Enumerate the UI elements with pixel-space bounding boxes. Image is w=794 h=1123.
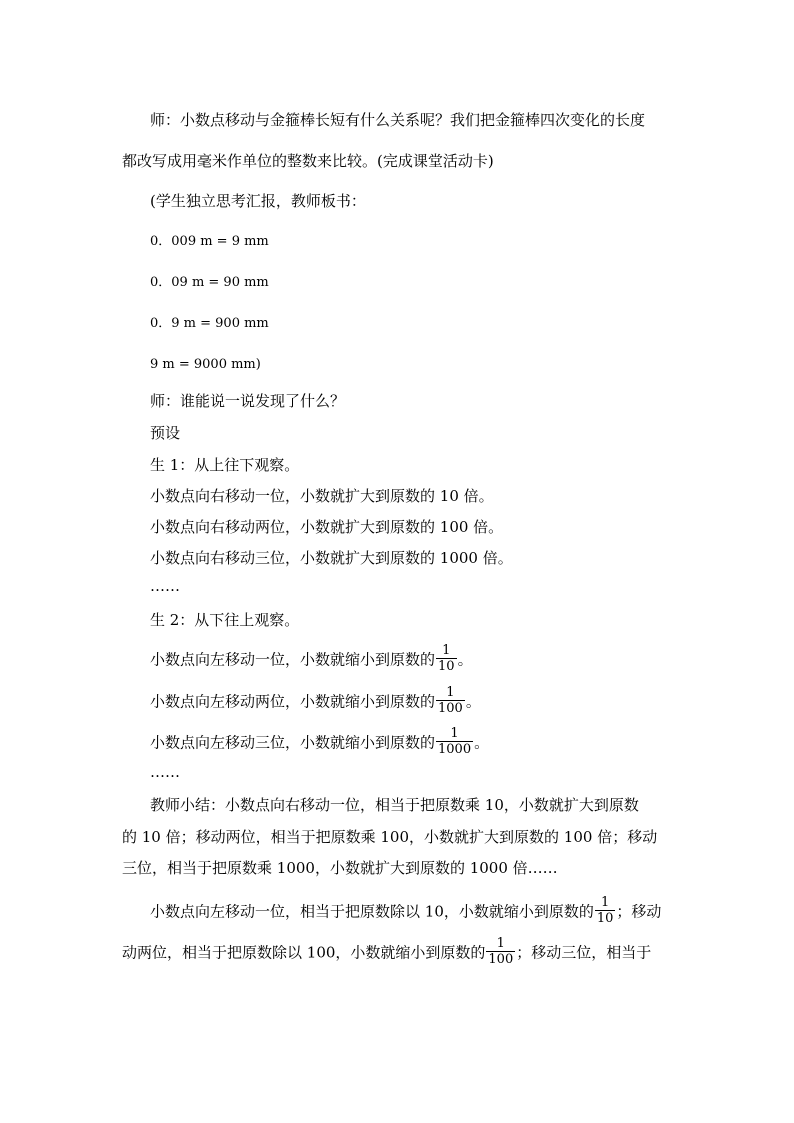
- line-end: 。: [474, 733, 490, 752]
- fraction: [595, 895, 616, 926]
- teacher-question: 师：谁能说一说发现了什么？: [150, 392, 346, 410]
- line-end: 。: [457, 650, 473, 669]
- equation: 9 m = 9000 mm): [150, 357, 261, 372]
- student2-line: [150, 728, 489, 759]
- fraction-numerator: 1: [436, 726, 473, 742]
- line-end: 。: [465, 692, 481, 711]
- student1-label: 生 1：从上往下观察。: [150, 456, 300, 474]
- student1-line: 小数点向右移动三位，小数就扩大到原数的 1000 倍。: [150, 549, 513, 567]
- fraction: [436, 643, 457, 674]
- fraction-denominator: 100: [438, 701, 463, 716]
- fraction-numerator: 1: [436, 685, 465, 701]
- paragraph-line: 都改写成用毫米作单位的整数来比较。(完成课堂活动卡): [122, 152, 494, 170]
- fraction-denominator: 1000: [438, 742, 472, 757]
- fraction-denominator: 10: [438, 659, 455, 674]
- fraction: [436, 726, 473, 757]
- fraction-numerator: 1: [595, 895, 616, 911]
- equation: 0．9 m = 900 mm: [150, 316, 269, 331]
- line-text: 小数点向左移动一位，小数就缩小到原数的: [150, 650, 436, 669]
- equation: 0．09 m = 90 mm: [150, 275, 269, 290]
- line-end: ；移动三位，相当于: [516, 943, 652, 962]
- summary-line: 的 10 倍；移动两位，相当于把原数乘 100，小数就扩大到原数的 100 倍；移动: [122, 828, 658, 846]
- fraction-numerator: 1: [436, 643, 457, 659]
- fraction-denominator: 100: [488, 952, 514, 967]
- equation: 0．009 m = 9 mm: [150, 234, 269, 249]
- fraction-denominator: 10: [596, 911, 614, 926]
- student1-line: 小数点向右移动两位，小数就扩大到原数的 100 倍。: [150, 518, 504, 536]
- student2-line: [150, 687, 481, 718]
- paragraph-line: 师：小数点移动与金箍棒长短有什么关系呢？我们把金箍棒四次变化的长度: [150, 111, 646, 129]
- summary-line: 教师小结：小数点向右移动一位，相当于把原数乘 10，小数就扩大到原数: [150, 796, 639, 814]
- fraction: [486, 936, 515, 967]
- ellipsis: ……: [150, 577, 180, 595]
- report-intro: (学生独立思考汇报，教师板书：: [150, 192, 366, 210]
- line-text: 小数点向左移动三位，小数就缩小到原数的: [150, 733, 436, 752]
- summary2-line: [150, 897, 661, 928]
- fraction: [436, 685, 465, 716]
- line-text: 小数点向左移动两位，小数就缩小到原数的: [150, 692, 436, 711]
- line-end: ；移动: [616, 902, 662, 921]
- line-text: 动两位，相当于把原数除以 100，小数就缩小到原数的: [122, 943, 486, 962]
- ellipsis: ……: [150, 763, 180, 781]
- student2-label: 生 2：从下往上观察。: [150, 611, 300, 629]
- line-text: 小数点向左移动一位，相当于把原数除以 10，小数就缩小到原数的: [150, 902, 594, 921]
- summary-line: 三位，相当于把原数乘 1000，小数就扩大到原数的 1000 倍……: [122, 859, 558, 877]
- student1-line: 小数点向右移动一位，小数就扩大到原数的 10 倍。: [150, 487, 494, 505]
- student2-line: [150, 645, 473, 676]
- fraction-numerator: 1: [486, 936, 515, 952]
- preset-label: 预设: [150, 424, 181, 442]
- summary2-line: [122, 938, 651, 969]
